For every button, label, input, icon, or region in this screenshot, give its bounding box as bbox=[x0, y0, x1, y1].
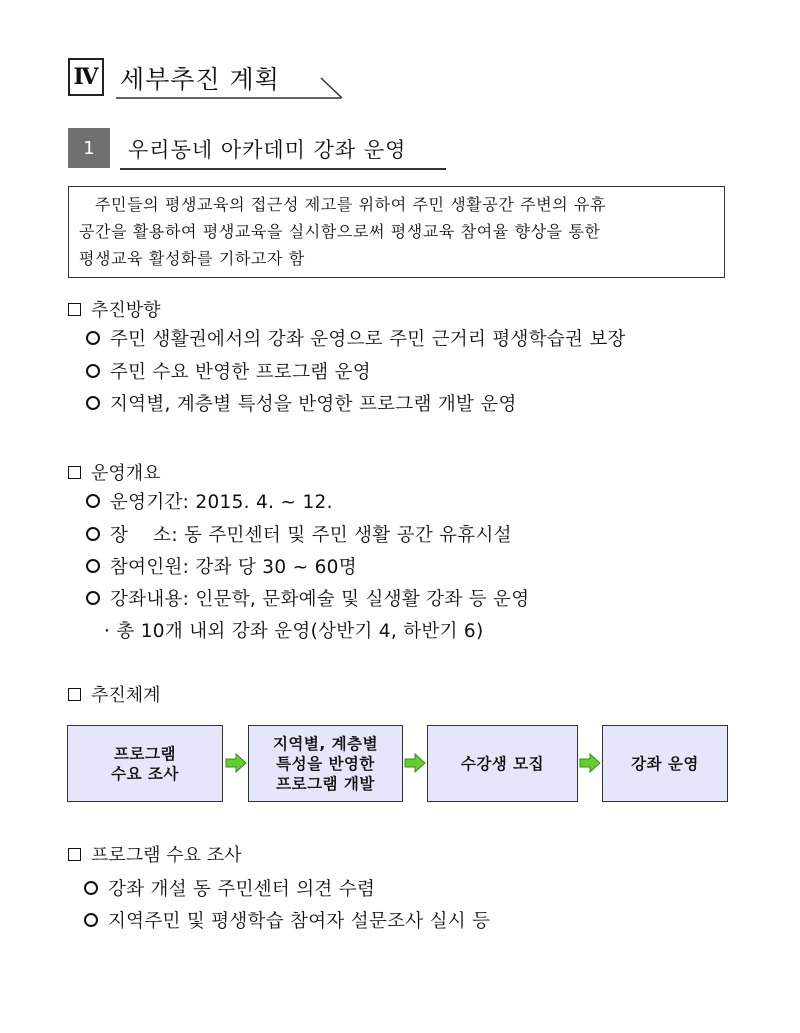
square-bullet-icon bbox=[68, 466, 81, 479]
circle-bullet-icon bbox=[86, 494, 100, 508]
flow-step-3: 수강생 모집 bbox=[427, 725, 578, 802]
circle-bullet-icon bbox=[86, 396, 100, 410]
arrow-right-icon bbox=[404, 752, 426, 774]
circle-bullet-icon bbox=[86, 527, 100, 541]
subsection-number: 1 bbox=[68, 128, 110, 168]
square-bullet-icon bbox=[68, 848, 81, 861]
flow-step-2: 지역별, 계층별 특성을 반영한 프로그램 개발 bbox=[248, 725, 403, 802]
survey-heading bbox=[68, 841, 242, 867]
direction-item: 주민 수요 반영한 프로그램 운영 bbox=[86, 358, 371, 384]
circle-bullet-icon bbox=[86, 559, 100, 573]
square-bullet-icon bbox=[68, 688, 81, 701]
system-heading bbox=[68, 681, 161, 707]
overview-sub-item: · 총 10개 내외 강좌 운영(상반기 4, 하반기 6) bbox=[104, 621, 484, 642]
intro-line: 공간을 활용하여 평생교육을 실시함으로써 평생교육 참여율 향상을 통한 bbox=[79, 222, 601, 241]
subsection-title: 우리동네 아카데미 강좌 운영 bbox=[128, 138, 407, 162]
section-header bbox=[68, 58, 358, 104]
intro-line: 평생교육 활성화를 기하고자 함 bbox=[79, 249, 305, 268]
flow-step-1: 프로그램 수요 조사 bbox=[67, 725, 223, 802]
section-title: 세부추진 계획 bbox=[120, 65, 280, 94]
direction-title: 추진방향 bbox=[91, 300, 161, 321]
circle-bullet-icon bbox=[86, 591, 100, 605]
overview-item: 참여인원: 강좌 당 30 ~ 60명 bbox=[86, 553, 357, 579]
section-number: Ⅳ bbox=[68, 58, 104, 96]
survey-item: 강좌 개설 동 주민센터 의견 수렴 bbox=[84, 875, 375, 901]
system-title: 추진체계 bbox=[91, 685, 161, 706]
arrow-right-icon bbox=[579, 752, 601, 774]
direction-heading bbox=[68, 296, 161, 322]
intro-line: 주민들의 평생교육의 접근성 제고를 위하여 주민 생활공간 주변의 유휴 bbox=[95, 195, 607, 214]
direction-item: 주민 생활권에서의 강좌 운영으로 주민 근거리 평생학습권 보장 bbox=[86, 325, 626, 351]
intro-box bbox=[68, 186, 725, 278]
square-bullet-icon bbox=[68, 303, 81, 316]
circle-bullet-icon bbox=[84, 881, 98, 895]
overview-heading bbox=[68, 459, 161, 485]
circle-bullet-icon bbox=[86, 331, 100, 345]
arrow-right-icon bbox=[225, 752, 247, 774]
overview-item: 장 소: 동 주민센터 및 주민 생활 공간 유휴시설 bbox=[86, 521, 512, 547]
survey-item: 지역주민 및 평생학습 참여자 설문조사 실시 등 bbox=[84, 907, 490, 933]
overview-item: 운영기간: 2015. 4. ~ 12. bbox=[86, 488, 333, 514]
circle-bullet-icon bbox=[86, 364, 100, 378]
subsection-underline bbox=[120, 168, 446, 170]
survey-title: 프로그램 수요 조사 bbox=[91, 845, 242, 866]
direction-item: 지역별, 계층별 특성을 반영한 프로그램 개발 운영 bbox=[86, 390, 517, 416]
overview-title: 운영개요 bbox=[91, 463, 161, 484]
subsection-header bbox=[68, 128, 448, 172]
overview-item: 강좌내용: 인문학, 문화예술 및 실생활 강좌 등 운영 bbox=[86, 585, 529, 611]
circle-bullet-icon bbox=[84, 913, 98, 927]
flow-step-4: 강좌 운영 bbox=[602, 725, 728, 802]
